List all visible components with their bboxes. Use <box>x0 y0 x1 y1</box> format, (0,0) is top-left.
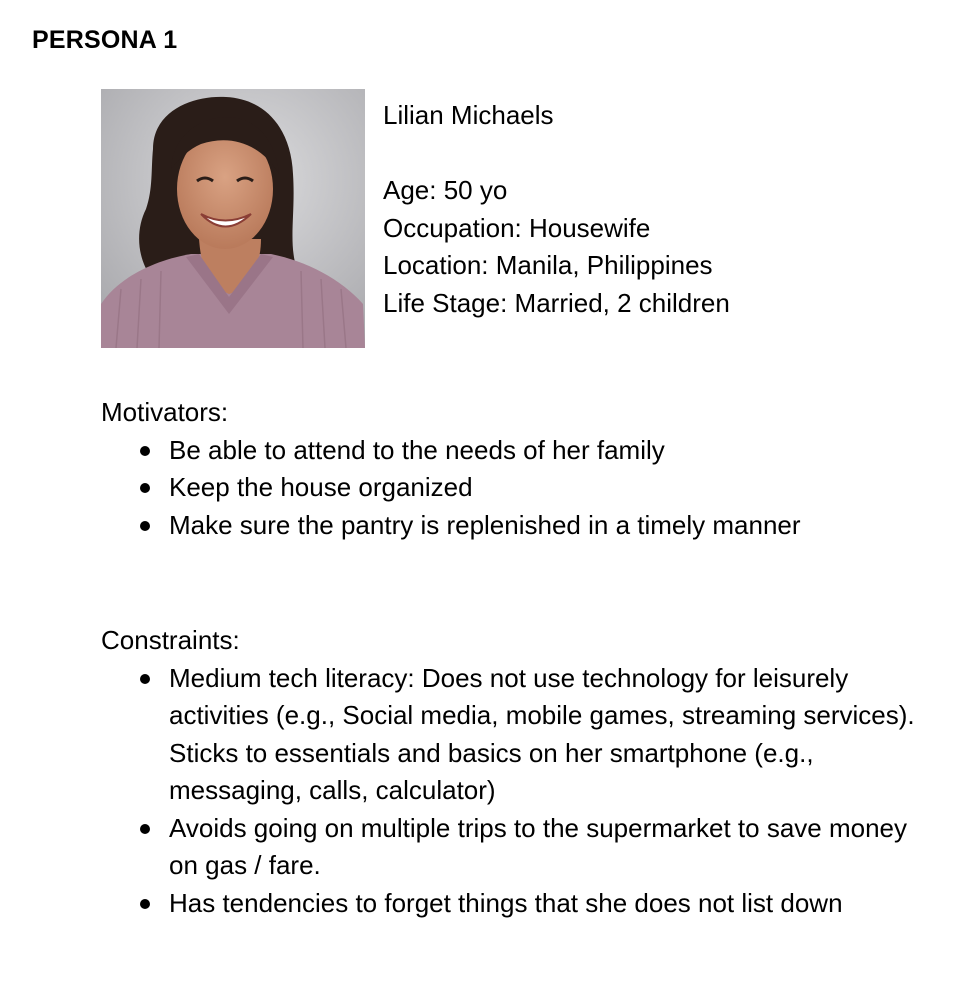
profile-details <box>383 97 730 322</box>
persona-photo <box>101 89 365 348</box>
list-item <box>101 432 931 470</box>
page-title: PERSONA 1 <box>32 26 178 54</box>
bullet-icon <box>140 483 150 493</box>
list-item-text: Medium tech literacy: Does not use technology for leisurely activities (e.g., Social media, mobile games, streaming services). Sticks to essentials and basics on her smartphone (e.g., messaging, calls, calculator) <box>169 662 915 805</box>
list-item-text: Make sure the pantry is replenished in a timely manner <box>169 509 801 540</box>
list-item <box>101 810 931 885</box>
persona-occupation: Occupation: Housewife <box>383 212 651 243</box>
persona-name: Lilian Michaels <box>383 100 554 130</box>
list-item <box>101 507 931 545</box>
constraints-section <box>101 622 931 922</box>
bullet-icon <box>140 899 150 909</box>
list-item <box>101 885 931 923</box>
list-item-text: Has tendencies to forget things that she does not list down <box>169 887 843 918</box>
motivators-title: Motivators: <box>101 397 229 427</box>
list-item <box>101 660 931 810</box>
bullet-icon <box>140 824 150 834</box>
persona-photo-illustration <box>101 89 365 348</box>
motivators-list <box>101 432 931 545</box>
list-item-text: Keep the house organized <box>169 472 473 502</box>
list-item-text: Be able to attend to the needs of her family <box>169 434 665 465</box>
bullet-icon <box>140 521 150 531</box>
list-item <box>101 469 931 507</box>
constraints-list <box>101 660 931 923</box>
list-item-text: Avoids going on multiple trips to the supermarket to save money on gas / fare. <box>169 812 908 880</box>
persona-location: Location: Manila, Philippines <box>383 250 713 280</box>
constraints-title: Constraints: <box>101 625 240 655</box>
bullet-icon <box>140 446 150 456</box>
persona-life-stage: Life Stage: Married, 2 children <box>383 287 730 318</box>
bullet-icon <box>140 674 150 684</box>
persona-age: Age: 50 yo <box>383 175 508 205</box>
motivators-section <box>101 394 931 544</box>
